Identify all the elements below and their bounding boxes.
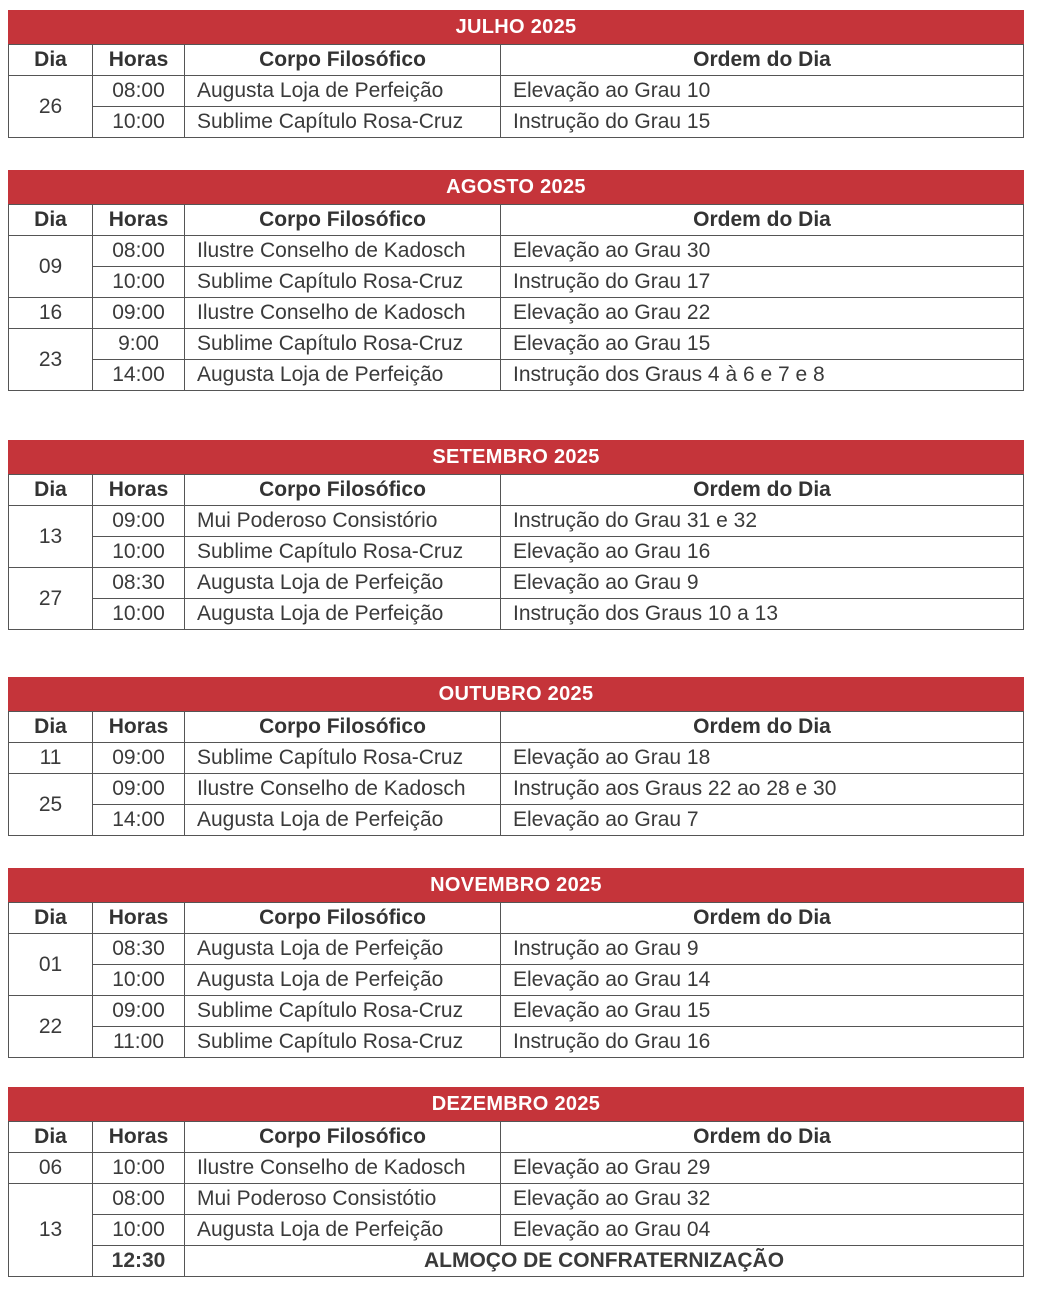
cell-ordem: Instrução do Grau 16	[501, 1027, 1024, 1058]
header-dia: Dia	[9, 205, 93, 236]
cell-corpo: Augusta Loja de Perfeição	[185, 568, 501, 599]
table-row	[9, 965, 1024, 996]
cell-hora: 09:00	[93, 743, 185, 774]
cell-ordem: Elevação ao Grau 15	[501, 996, 1024, 1027]
cell-hora: 08:00	[93, 1184, 185, 1215]
cell-hora: 10:00	[93, 965, 185, 996]
cell-ordem: Instrução do Grau 31 e 32	[501, 506, 1024, 537]
month-title: NOVEMBRO 2025	[8, 868, 1024, 902]
cell-corpo: Sublime Capítulo Rosa-Cruz	[185, 267, 501, 298]
cell-ordem: Elevação ao Grau 22	[501, 298, 1024, 329]
header-row	[9, 1122, 1024, 1153]
schedule-table	[8, 44, 1024, 138]
cell-ordem: Elevação ao Grau 15	[501, 329, 1024, 360]
header-row	[9, 712, 1024, 743]
header-ordem: Ordem do Dia	[501, 712, 1024, 743]
cell-ordem: Instrução aos Graus 22 ao 28 e 30	[501, 774, 1024, 805]
table-row	[9, 360, 1024, 391]
cell-corpo: Mui Poderoso Consistório	[185, 506, 501, 537]
cell-corpo: Augusta Loja de Perfeição	[185, 599, 501, 630]
cell-dia: 23	[9, 329, 93, 391]
cell-corpo: Sublime Capítulo Rosa-Cruz	[185, 743, 501, 774]
cell-hora: 08:00	[93, 76, 185, 107]
table-row	[9, 1027, 1024, 1058]
cell-hora: 10:00	[93, 107, 185, 138]
cell-corpo: Augusta Loja de Perfeição	[185, 360, 501, 391]
table-row	[9, 1246, 1024, 1277]
cell-hora: 08:00	[93, 236, 185, 267]
cell-hora: 10:00	[93, 599, 185, 630]
cell-ordem: Instrução dos Graus 4 à 6 e 7 e 8	[501, 360, 1024, 391]
cell-ordem: Instrução dos Graus 10 a 13	[501, 599, 1024, 630]
header-horas: Horas	[93, 475, 185, 506]
cell-dia: 16	[9, 298, 93, 329]
month-section	[8, 677, 1024, 836]
cell-ordem: Elevação ao Grau 29	[501, 1153, 1024, 1184]
cell-dia: 26	[9, 76, 93, 138]
cell-ordem: Instrução do Grau 17	[501, 267, 1024, 298]
table-row	[9, 568, 1024, 599]
cell-hora: 08:30	[93, 934, 185, 965]
table-row	[9, 996, 1024, 1027]
cell-corpo: Sublime Capítulo Rosa-Cruz	[185, 996, 501, 1027]
cell-dia: 27	[9, 568, 93, 630]
cell-dia: 01	[9, 934, 93, 996]
cell-hora: 09:00	[93, 996, 185, 1027]
cell-corpo: Augusta Loja de Perfeição	[185, 965, 501, 996]
table-row	[9, 774, 1024, 805]
cell-ordem: Elevação ao Grau 9	[501, 568, 1024, 599]
month-section	[8, 170, 1024, 391]
schedule-table	[8, 902, 1024, 1058]
month-title: JULHO 2025	[8, 10, 1024, 44]
cell-hora: 12:30	[93, 1246, 185, 1277]
table-row	[9, 1184, 1024, 1215]
schedule-table	[8, 1121, 1024, 1277]
header-horas: Horas	[93, 903, 185, 934]
cell-hora: 14:00	[93, 360, 185, 391]
cell-ordem: Elevação ao Grau 16	[501, 537, 1024, 568]
cell-ordem: Elevação ao Grau 04	[501, 1215, 1024, 1246]
header-horas: Horas	[93, 205, 185, 236]
header-row	[9, 903, 1024, 934]
header-ordem: Ordem do Dia	[501, 903, 1024, 934]
cell-ordem: Elevação ao Grau 32	[501, 1184, 1024, 1215]
cell-corpo: Sublime Capítulo Rosa-Cruz	[185, 537, 501, 568]
header-dia: Dia	[9, 1122, 93, 1153]
cell-ordem: Elevação ao Grau 7	[501, 805, 1024, 836]
header-dia: Dia	[9, 45, 93, 76]
cell-corpo: Ilustre Conselho de Kadosch	[185, 774, 501, 805]
cell-dia: 22	[9, 996, 93, 1058]
cell-dia: 25	[9, 774, 93, 836]
header-ordem: Ordem do Dia	[501, 45, 1024, 76]
header-corpo: Corpo Filosófico	[185, 205, 501, 236]
header-horas: Horas	[93, 1122, 185, 1153]
cell-ordem: Instrução ao Grau 9	[501, 934, 1024, 965]
cell-ordem: Elevação ao Grau 30	[501, 236, 1024, 267]
month-section	[8, 868, 1024, 1058]
month-section	[8, 440, 1024, 630]
cell-hora: 14:00	[93, 805, 185, 836]
header-row	[9, 205, 1024, 236]
header-corpo: Corpo Filosófico	[185, 475, 501, 506]
cell-corpo: Augusta Loja de Perfeição	[185, 76, 501, 107]
table-row	[9, 1153, 1024, 1184]
cell-corpo: Sublime Capítulo Rosa-Cruz	[185, 107, 501, 138]
header-dia: Dia	[9, 475, 93, 506]
cell-ordem: Instrução do Grau 15	[501, 107, 1024, 138]
table-row	[9, 1215, 1024, 1246]
header-ordem: Ordem do Dia	[501, 205, 1024, 236]
cell-corpo: Ilustre Conselho de Kadosch	[185, 236, 501, 267]
cell-corpo: Augusta Loja de Perfeição	[185, 1215, 501, 1246]
month-title: SETEMBRO 2025	[8, 440, 1024, 474]
cell-dia: 06	[9, 1153, 93, 1184]
schedule-table	[8, 711, 1024, 836]
cell-hora: 10:00	[93, 267, 185, 298]
cell-corpo: Sublime Capítulo Rosa-Cruz	[185, 1027, 501, 1058]
table-row	[9, 537, 1024, 568]
header-dia: Dia	[9, 903, 93, 934]
header-corpo: Corpo Filosófico	[185, 1122, 501, 1153]
month-title: DEZEMBRO 2025	[8, 1087, 1024, 1121]
table-row	[9, 599, 1024, 630]
table-row	[9, 805, 1024, 836]
cell-corpo: Mui Poderoso Consistótio	[185, 1184, 501, 1215]
header-horas: Horas	[93, 45, 185, 76]
table-row	[9, 107, 1024, 138]
header-corpo: Corpo Filosófico	[185, 712, 501, 743]
month-title: OUTUBRO 2025	[8, 677, 1024, 711]
schedule-table	[8, 204, 1024, 391]
cell-dia: 11	[9, 743, 93, 774]
table-row	[9, 267, 1024, 298]
header-ordem: Ordem do Dia	[501, 475, 1024, 506]
cell-dia: 13	[9, 506, 93, 568]
cell-corpo: Ilustre Conselho de Kadosch	[185, 1153, 501, 1184]
cell-hora: 09:00	[93, 506, 185, 537]
table-row	[9, 743, 1024, 774]
cell-hora: 09:00	[93, 774, 185, 805]
cell-ordem: Elevação ao Grau 14	[501, 965, 1024, 996]
schedule-table	[8, 474, 1024, 630]
table-row	[9, 298, 1024, 329]
cell-corpo: Sublime Capítulo Rosa-Cruz	[185, 329, 501, 360]
cell-hora: 11:00	[93, 1027, 185, 1058]
header-corpo: Corpo Filosófico	[185, 903, 501, 934]
cell-hora: 10:00	[93, 1153, 185, 1184]
table-row	[9, 329, 1024, 360]
cell-ordem: Elevação ao Grau 18	[501, 743, 1024, 774]
cell-ordem: Elevação ao Grau 10	[501, 76, 1024, 107]
cell-corpo: Augusta Loja de Perfeição	[185, 805, 501, 836]
cell-corpo: Ilustre Conselho de Kadosch	[185, 298, 501, 329]
table-row	[9, 236, 1024, 267]
cell-hora: 08:30	[93, 568, 185, 599]
cell-hora: 10:00	[93, 537, 185, 568]
header-corpo: Corpo Filosófico	[185, 45, 501, 76]
table-row	[9, 506, 1024, 537]
header-row	[9, 475, 1024, 506]
cell-hora: 10:00	[93, 1215, 185, 1246]
month-section	[8, 1087, 1024, 1277]
table-row	[9, 76, 1024, 107]
table-row	[9, 934, 1024, 965]
header-ordem: Ordem do Dia	[501, 1122, 1024, 1153]
cell-event: ALMOÇO DE CONFRATERNIZAÇÃO	[185, 1246, 1024, 1277]
cell-hora: 9:00	[93, 329, 185, 360]
cell-corpo: Augusta Loja de Perfeição	[185, 934, 501, 965]
cell-hora: 09:00	[93, 298, 185, 329]
header-row	[9, 45, 1024, 76]
cell-dia: 09	[9, 236, 93, 298]
header-horas: Horas	[93, 712, 185, 743]
month-section	[8, 10, 1024, 138]
cell-dia: 13	[9, 1184, 93, 1277]
header-dia: Dia	[9, 712, 93, 743]
month-title: AGOSTO 2025	[8, 170, 1024, 204]
